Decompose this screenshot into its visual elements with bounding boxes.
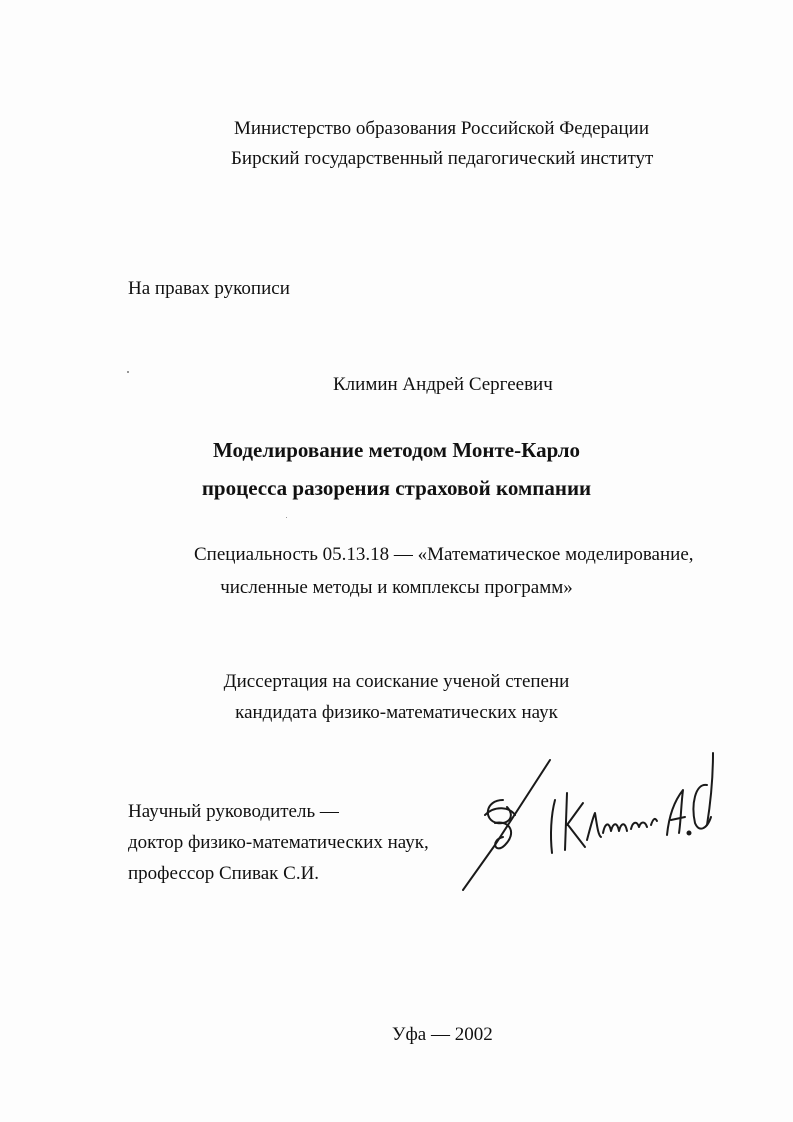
city-year-footer: Уфа — 2002: [392, 1024, 493, 1045]
advisor-line-3: профессор Спивак С.И.: [128, 863, 320, 884]
signature-stroke: [671, 817, 685, 820]
signature-stroke: [568, 825, 585, 847]
specialty-line-1: Специальность 05.13.18 — «Математическое моделирование,: [194, 544, 694, 565]
signature-stroke: [488, 800, 511, 823]
author-name: Климин Андрей Сергеевич: [333, 374, 553, 395]
scan-speck: [127, 371, 129, 373]
signature-stroke: [495, 823, 511, 849]
signature-stroke: [567, 803, 583, 825]
signature-stroke: [603, 824, 627, 833]
ministry-line: Министерство образования Российской Федерации: [234, 118, 649, 139]
advisor-line-1: Научный руководитель —: [128, 801, 339, 822]
signature-stroke: [707, 753, 713, 825]
dissertation-line-1: Диссертация на соискание ученой степени: [223, 671, 570, 692]
signature-stroke: [565, 793, 567, 850]
scan-speck: [286, 517, 287, 518]
thesis-title-line-1: Моделирование методом Монте-Карло: [212, 438, 581, 462]
thesis-title-line-2: процесса разорения страховой компании: [201, 476, 592, 500]
specialty-line-2: численные методы и комплексы программ»: [220, 577, 573, 598]
signature-dot: [688, 832, 691, 835]
advisor-line-2: доктор физико-математических наук,: [128, 832, 429, 853]
signature-stroke: [651, 819, 657, 825]
signature-stroke: [631, 823, 647, 830]
dissertation-line-2: кандидата физико-математических наук: [235, 702, 558, 723]
handwritten-signature: [455, 745, 725, 895]
signature-stroke: [551, 800, 555, 853]
signature-stroke: [587, 813, 601, 840]
institute-line: Бирский государственный педагогический институт: [231, 148, 654, 169]
manuscript-note: На правах рукописи: [128, 278, 290, 299]
signature-stroke: [667, 790, 683, 835]
